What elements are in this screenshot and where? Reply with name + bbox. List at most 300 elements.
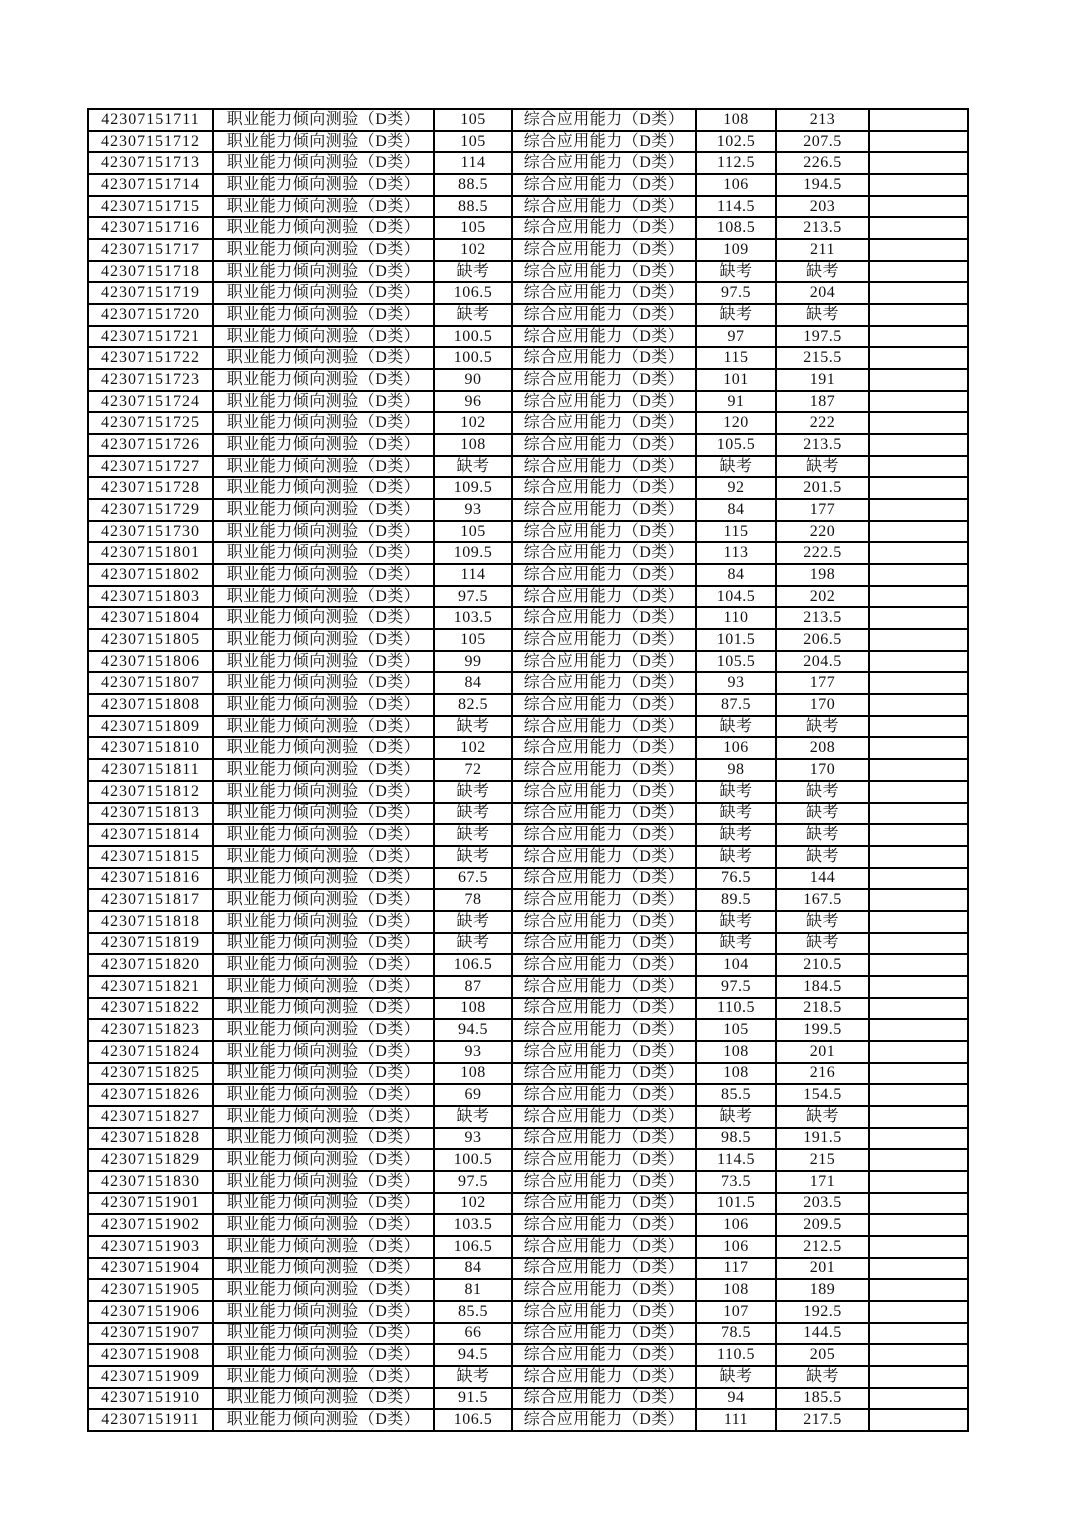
- subject1-cell: 职业能力倾向测验（D类）: [213, 564, 434, 586]
- score1-cell: 109.5: [434, 477, 512, 499]
- subject1-cell: 职业能力倾向测验（D类）: [213, 933, 434, 955]
- subject2-cell: 综合应用能力（D类）: [512, 542, 696, 564]
- score2-cell: 84: [696, 499, 776, 521]
- table-row: [88, 737, 968, 759]
- score2-cell: 缺考: [696, 1106, 776, 1128]
- score2-cell: 97.5: [696, 282, 776, 304]
- score1-cell: 100.5: [434, 347, 512, 369]
- score1-cell: 114: [434, 152, 512, 174]
- table-row: [88, 196, 968, 218]
- blank-cell: [869, 131, 968, 153]
- table-row: [88, 239, 968, 261]
- blank-cell: [869, 694, 968, 716]
- total-score-cell: 204.5: [776, 651, 869, 673]
- blank-cell: [869, 1106, 968, 1128]
- table-row: [88, 1388, 968, 1410]
- candidate-id-cell: 42307151805: [88, 629, 213, 651]
- score1-cell: 114: [434, 564, 512, 586]
- candidate-id-cell: 42307151910: [88, 1388, 213, 1410]
- table-row: [88, 672, 968, 694]
- subject2-cell: 综合应用能力（D类）: [512, 803, 696, 825]
- total-score-cell: 216: [776, 1063, 869, 1085]
- score1-cell: 102: [434, 239, 512, 261]
- subject1-cell: 职业能力倾向测验（D类）: [213, 196, 434, 218]
- blank-cell: [869, 911, 968, 933]
- subject1-cell: 职业能力倾向测验（D类）: [213, 672, 434, 694]
- score1-cell: 94.5: [434, 1344, 512, 1366]
- score2-cell: 缺考: [696, 1366, 776, 1388]
- score2-cell: 109: [696, 239, 776, 261]
- score1-cell: 缺考: [434, 824, 512, 846]
- score1-cell: 105: [434, 629, 512, 651]
- table-row: [88, 217, 968, 239]
- table-row: [88, 304, 968, 326]
- subject2-cell: 综合应用能力（D类）: [512, 1019, 696, 1041]
- total-score-cell: 205: [776, 1344, 869, 1366]
- score2-cell: 115: [696, 347, 776, 369]
- subject2-cell: 综合应用能力（D类）: [512, 694, 696, 716]
- table-row: [88, 803, 968, 825]
- table-row: [88, 1214, 968, 1236]
- blank-cell: [869, 347, 968, 369]
- total-score-cell: 210.5: [776, 954, 869, 976]
- blank-cell: [869, 109, 968, 131]
- blank-cell: [869, 499, 968, 521]
- subject1-cell: 职业能力倾向测验（D类）: [213, 607, 434, 629]
- score2-cell: 87.5: [696, 694, 776, 716]
- blank-cell: [869, 1344, 968, 1366]
- subject1-cell: 职业能力倾向测验（D类）: [213, 586, 434, 608]
- score1-cell: 102: [434, 412, 512, 434]
- table-row: [88, 976, 968, 998]
- candidate-id-cell: 42307151803: [88, 586, 213, 608]
- total-score-cell: 211: [776, 239, 869, 261]
- candidate-id-cell: 42307151904: [88, 1258, 213, 1280]
- subject2-cell: 综合应用能力（D类）: [512, 456, 696, 478]
- table-row: [88, 282, 968, 304]
- blank-cell: [869, 1214, 968, 1236]
- blank-cell: [869, 824, 968, 846]
- table-row: [88, 542, 968, 564]
- subject1-cell: 职业能力倾向测验（D类）: [213, 1214, 434, 1236]
- table-row: [88, 716, 968, 738]
- score2-cell: 缺考: [696, 716, 776, 738]
- table-row: [88, 1019, 968, 1041]
- candidate-id-cell: 42307151809: [88, 716, 213, 738]
- total-score-cell: 170: [776, 694, 869, 716]
- total-score-cell: 缺考: [776, 846, 869, 868]
- subject1-cell: 职业能力倾向测验（D类）: [213, 1344, 434, 1366]
- score2-cell: 106: [696, 737, 776, 759]
- table-row: [88, 391, 968, 413]
- candidate-id-cell: 42307151903: [88, 1236, 213, 1258]
- blank-cell: [869, 672, 968, 694]
- candidate-id-cell: 42307151726: [88, 434, 213, 456]
- table-row: [88, 1279, 968, 1301]
- score2-cell: 101: [696, 369, 776, 391]
- subject1-cell: 职业能力倾向测验（D类）: [213, 1258, 434, 1280]
- blank-cell: [869, 737, 968, 759]
- table-row: [88, 824, 968, 846]
- subject2-cell: 综合应用能力（D类）: [512, 131, 696, 153]
- score1-cell: 87: [434, 976, 512, 998]
- table-row: [88, 998, 968, 1020]
- score1-cell: 72: [434, 759, 512, 781]
- subject1-cell: 职业能力倾向测验（D类）: [213, 737, 434, 759]
- total-score-cell: 204: [776, 282, 869, 304]
- subject2-cell: 综合应用能力（D类）: [512, 586, 696, 608]
- total-score-cell: 189: [776, 1279, 869, 1301]
- score1-cell: 88.5: [434, 196, 512, 218]
- subject2-cell: 综合应用能力（D类）: [512, 196, 696, 218]
- score2-cell: 105: [696, 1019, 776, 1041]
- blank-cell: [869, 1019, 968, 1041]
- subject2-cell: 综合应用能力（D类）: [512, 391, 696, 413]
- score1-cell: 缺考: [434, 803, 512, 825]
- score2-cell: 107: [696, 1301, 776, 1323]
- score2-cell: 93: [696, 672, 776, 694]
- subject1-cell: 职业能力倾向测验（D类）: [213, 326, 434, 348]
- score2-cell: 105.5: [696, 651, 776, 673]
- total-score-cell: 缺考: [776, 304, 869, 326]
- blank-cell: [869, 1193, 968, 1215]
- table-row: [88, 326, 968, 348]
- score1-cell: 106.5: [434, 282, 512, 304]
- total-score-cell: 缺考: [776, 781, 869, 803]
- total-score-cell: 206.5: [776, 629, 869, 651]
- subject2-cell: 综合应用能力（D类）: [512, 412, 696, 434]
- subject1-cell: 职业能力倾向测验（D类）: [213, 1236, 434, 1258]
- score2-cell: 112.5: [696, 152, 776, 174]
- subject2-cell: 综合应用能力（D类）: [512, 933, 696, 955]
- subject1-cell: 职业能力倾向测验（D类）: [213, 1063, 434, 1085]
- subject1-cell: 职业能力倾向测验（D类）: [213, 889, 434, 911]
- subject1-cell: 职业能力倾向测验（D类）: [213, 412, 434, 434]
- subject1-cell: 职业能力倾向测验（D类）: [213, 542, 434, 564]
- subject2-cell: 综合应用能力（D类）: [512, 1171, 696, 1193]
- table-row: [88, 1366, 968, 1388]
- blank-cell: [869, 304, 968, 326]
- candidate-id-cell: 42307151727: [88, 456, 213, 478]
- table-row: [88, 1128, 968, 1150]
- table-row: [88, 1409, 968, 1431]
- blank-cell: [869, 542, 968, 564]
- blank-cell: [869, 1084, 968, 1106]
- subject2-cell: 综合应用能力（D类）: [512, 1149, 696, 1171]
- candidate-id-cell: 42307151730: [88, 521, 213, 543]
- score2-cell: 113: [696, 542, 776, 564]
- total-score-cell: 192.5: [776, 1301, 869, 1323]
- subject1-cell: 职业能力倾向测验（D类）: [213, 174, 434, 196]
- table-row: [88, 954, 968, 976]
- blank-cell: [869, 1063, 968, 1085]
- score1-cell: 97.5: [434, 586, 512, 608]
- candidate-id-cell: 42307151812: [88, 781, 213, 803]
- score2-cell: 120: [696, 412, 776, 434]
- subject2-cell: 综合应用能力（D类）: [512, 521, 696, 543]
- subject2-cell: 综合应用能力（D类）: [512, 716, 696, 738]
- total-score-cell: 207.5: [776, 131, 869, 153]
- score2-cell: 104.5: [696, 586, 776, 608]
- total-score-cell: 201: [776, 1041, 869, 1063]
- candidate-id-cell: 42307151716: [88, 217, 213, 239]
- candidate-id-cell: 42307151911: [88, 1409, 213, 1431]
- subject1-cell: 职业能力倾向测验（D类）: [213, 1301, 434, 1323]
- score1-cell: 93: [434, 1041, 512, 1063]
- score-table: [87, 108, 969, 1432]
- subject1-cell: 职业能力倾向测验（D类）: [213, 1019, 434, 1041]
- subject2-cell: 综合应用能力（D类）: [512, 499, 696, 521]
- blank-cell: [869, 282, 968, 304]
- score1-cell: 93: [434, 1128, 512, 1150]
- total-score-cell: 213.5: [776, 434, 869, 456]
- table-row: [88, 521, 968, 543]
- candidate-id-cell: 42307151807: [88, 672, 213, 694]
- candidate-id-cell: 42307151908: [88, 1344, 213, 1366]
- score1-cell: 缺考: [434, 911, 512, 933]
- total-score-cell: 215: [776, 1149, 869, 1171]
- candidate-id-cell: 42307151801: [88, 542, 213, 564]
- total-score-cell: 缺考: [776, 456, 869, 478]
- score1-cell: 108: [434, 1063, 512, 1085]
- subject2-cell: 综合应用能力（D类）: [512, 998, 696, 1020]
- score1-cell: 97.5: [434, 1171, 512, 1193]
- table-row: [88, 629, 968, 651]
- score1-cell: 84: [434, 1258, 512, 1280]
- candidate-id-cell: 42307151819: [88, 933, 213, 955]
- table-row: [88, 1193, 968, 1215]
- candidate-id-cell: 42307151817: [88, 889, 213, 911]
- subject2-cell: 综合应用能力（D类）: [512, 1301, 696, 1323]
- score1-cell: 缺考: [434, 933, 512, 955]
- subject1-cell: 职业能力倾向测验（D类）: [213, 261, 434, 283]
- score1-cell: 105: [434, 217, 512, 239]
- blank-cell: [869, 1041, 968, 1063]
- table-row: [88, 651, 968, 673]
- table-row: [88, 499, 968, 521]
- score2-cell: 76.5: [696, 868, 776, 890]
- blank-cell: [869, 261, 968, 283]
- subject1-cell: 职业能力倾向测验（D类）: [213, 1279, 434, 1301]
- subject2-cell: 综合应用能力（D类）: [512, 824, 696, 846]
- subject2-cell: 综合应用能力（D类）: [512, 1084, 696, 1106]
- table-row: [88, 1063, 968, 1085]
- score2-cell: 117: [696, 1258, 776, 1280]
- score1-cell: 103.5: [434, 607, 512, 629]
- blank-cell: [869, 326, 968, 348]
- subject2-cell: 综合应用能力（D类）: [512, 889, 696, 911]
- candidate-id-cell: 42307151814: [88, 824, 213, 846]
- score2-cell: 78.5: [696, 1323, 776, 1345]
- subject2-cell: 综合应用能力（D类）: [512, 1063, 696, 1085]
- blank-cell: [869, 412, 968, 434]
- total-score-cell: 185.5: [776, 1388, 869, 1410]
- subject2-cell: 综合应用能力（D类）: [512, 304, 696, 326]
- candidate-id-cell: 42307151810: [88, 737, 213, 759]
- blank-cell: [869, 976, 968, 998]
- subject2-cell: 综合应用能力（D类）: [512, 152, 696, 174]
- total-score-cell: 191: [776, 369, 869, 391]
- table-row: [88, 607, 968, 629]
- subject1-cell: 职业能力倾向测验（D类）: [213, 239, 434, 261]
- table-row: [88, 564, 968, 586]
- score1-cell: 105: [434, 109, 512, 131]
- total-score-cell: 198: [776, 564, 869, 586]
- blank-cell: [869, 716, 968, 738]
- score1-cell: 99: [434, 651, 512, 673]
- candidate-id-cell: 42307151721: [88, 326, 213, 348]
- subject2-cell: 综合应用能力（D类）: [512, 347, 696, 369]
- score2-cell: 106: [696, 1236, 776, 1258]
- score2-cell: 98: [696, 759, 776, 781]
- table-row: [88, 1323, 968, 1345]
- blank-cell: [869, 434, 968, 456]
- score2-cell: 114.5: [696, 196, 776, 218]
- subject2-cell: 综合应用能力（D类）: [512, 1279, 696, 1301]
- score2-cell: 缺考: [696, 304, 776, 326]
- score1-cell: 105: [434, 521, 512, 543]
- blank-cell: [869, 651, 968, 673]
- score2-cell: 108: [696, 109, 776, 131]
- subject2-cell: 综合应用能力（D类）: [512, 737, 696, 759]
- score1-cell: 88.5: [434, 174, 512, 196]
- candidate-id-cell: 42307151714: [88, 174, 213, 196]
- score1-cell: 94.5: [434, 1019, 512, 1041]
- score1-cell: 106.5: [434, 1409, 512, 1431]
- total-score-cell: 202: [776, 586, 869, 608]
- table-row: [88, 152, 968, 174]
- score1-cell: 108: [434, 434, 512, 456]
- score1-cell: 103.5: [434, 1214, 512, 1236]
- score1-cell: 105: [434, 131, 512, 153]
- candidate-id-cell: 42307151905: [88, 1279, 213, 1301]
- table-row: [88, 933, 968, 955]
- subject2-cell: 综合应用能力（D类）: [512, 1366, 696, 1388]
- blank-cell: [869, 1409, 968, 1431]
- table-row: [88, 889, 968, 911]
- subject1-cell: 职业能力倾向测验（D类）: [213, 846, 434, 868]
- score2-cell: 缺考: [696, 781, 776, 803]
- score1-cell: 100.5: [434, 326, 512, 348]
- candidate-id-cell: 42307151823: [88, 1019, 213, 1041]
- score1-cell: 100.5: [434, 1149, 512, 1171]
- score1-cell: 108: [434, 998, 512, 1020]
- subject2-cell: 综合应用能力（D类）: [512, 1214, 696, 1236]
- blank-cell: [869, 1323, 968, 1345]
- subject2-cell: 综合应用能力（D类）: [512, 477, 696, 499]
- score2-cell: 106: [696, 174, 776, 196]
- table-row: [88, 1084, 968, 1106]
- subject2-cell: 综合应用能力（D类）: [512, 1128, 696, 1150]
- candidate-id-cell: 42307151723: [88, 369, 213, 391]
- total-score-cell: 222.5: [776, 542, 869, 564]
- total-score-cell: 213.5: [776, 217, 869, 239]
- score2-cell: 84: [696, 564, 776, 586]
- total-score-cell: 缺考: [776, 933, 869, 955]
- blank-cell: [869, 456, 968, 478]
- subject2-cell: 综合应用能力（D类）: [512, 781, 696, 803]
- blank-cell: [869, 196, 968, 218]
- score2-cell: 缺考: [696, 933, 776, 955]
- candidate-id-cell: 42307151711: [88, 109, 213, 131]
- blank-cell: [869, 781, 968, 803]
- subject1-cell: 职业能力倾向测验（D类）: [213, 521, 434, 543]
- score1-cell: 81: [434, 1279, 512, 1301]
- candidate-id-cell: 42307151901: [88, 1193, 213, 1215]
- table-row: [88, 868, 968, 890]
- candidate-id-cell: 42307151813: [88, 803, 213, 825]
- candidate-id-cell: 42307151804: [88, 607, 213, 629]
- score2-cell: 111: [696, 1409, 776, 1431]
- candidate-id-cell: 42307151821: [88, 976, 213, 998]
- score2-cell: 102.5: [696, 131, 776, 153]
- subject1-cell: 职业能力倾向测验（D类）: [213, 976, 434, 998]
- score1-cell: 109.5: [434, 542, 512, 564]
- blank-cell: [869, 391, 968, 413]
- score1-cell: 78: [434, 889, 512, 911]
- score1-cell: 102: [434, 1193, 512, 1215]
- score1-cell: 缺考: [434, 304, 512, 326]
- blank-cell: [869, 586, 968, 608]
- candidate-id-cell: 42307151729: [88, 499, 213, 521]
- table-row: [88, 174, 968, 196]
- score1-cell: 82.5: [434, 694, 512, 716]
- score2-cell: 98.5: [696, 1128, 776, 1150]
- table-row: [88, 1258, 968, 1280]
- blank-cell: [869, 217, 968, 239]
- blank-cell: [869, 1301, 968, 1323]
- candidate-id-cell: 42307151715: [88, 196, 213, 218]
- subject2-cell: 综合应用能力（D类）: [512, 369, 696, 391]
- candidate-id-cell: 42307151825: [88, 1063, 213, 1085]
- subject1-cell: 职业能力倾向测验（D类）: [213, 347, 434, 369]
- total-score-cell: 208: [776, 737, 869, 759]
- blank-cell: [869, 1171, 968, 1193]
- subject1-cell: 职业能力倾向测验（D类）: [213, 759, 434, 781]
- total-score-cell: 220: [776, 521, 869, 543]
- subject1-cell: 职业能力倾向测验（D类）: [213, 911, 434, 933]
- subject1-cell: 职业能力倾向测验（D类）: [213, 1171, 434, 1193]
- subject1-cell: 职业能力倾向测验（D类）: [213, 1409, 434, 1431]
- score2-cell: 114.5: [696, 1149, 776, 1171]
- subject1-cell: 职业能力倾向测验（D类）: [213, 434, 434, 456]
- subject1-cell: 职业能力倾向测验（D类）: [213, 456, 434, 478]
- table-row: [88, 1041, 968, 1063]
- total-score-cell: 缺考: [776, 261, 869, 283]
- subject1-cell: 职业能力倾向测验（D类）: [213, 694, 434, 716]
- candidate-id-cell: 42307151712: [88, 131, 213, 153]
- blank-cell: [869, 803, 968, 825]
- score2-cell: 108: [696, 1041, 776, 1063]
- total-score-cell: 缺考: [776, 1106, 869, 1128]
- score1-cell: 缺考: [434, 716, 512, 738]
- candidate-id-cell: 42307151722: [88, 347, 213, 369]
- subject1-cell: 职业能力倾向测验（D类）: [213, 803, 434, 825]
- score2-cell: 缺考: [696, 261, 776, 283]
- total-score-cell: 222: [776, 412, 869, 434]
- subject2-cell: 综合应用能力（D类）: [512, 174, 696, 196]
- score2-cell: 缺考: [696, 846, 776, 868]
- subject2-cell: 综合应用能力（D类）: [512, 434, 696, 456]
- subject1-cell: 职业能力倾向测验（D类）: [213, 781, 434, 803]
- candidate-id-cell: 42307151719: [88, 282, 213, 304]
- subject1-cell: 职业能力倾向测验（D类）: [213, 1128, 434, 1150]
- subject2-cell: 综合应用能力（D类）: [512, 976, 696, 998]
- table-row: [88, 434, 968, 456]
- total-score-cell: 218.5: [776, 998, 869, 1020]
- table-row: [88, 1149, 968, 1171]
- score1-cell: 93: [434, 499, 512, 521]
